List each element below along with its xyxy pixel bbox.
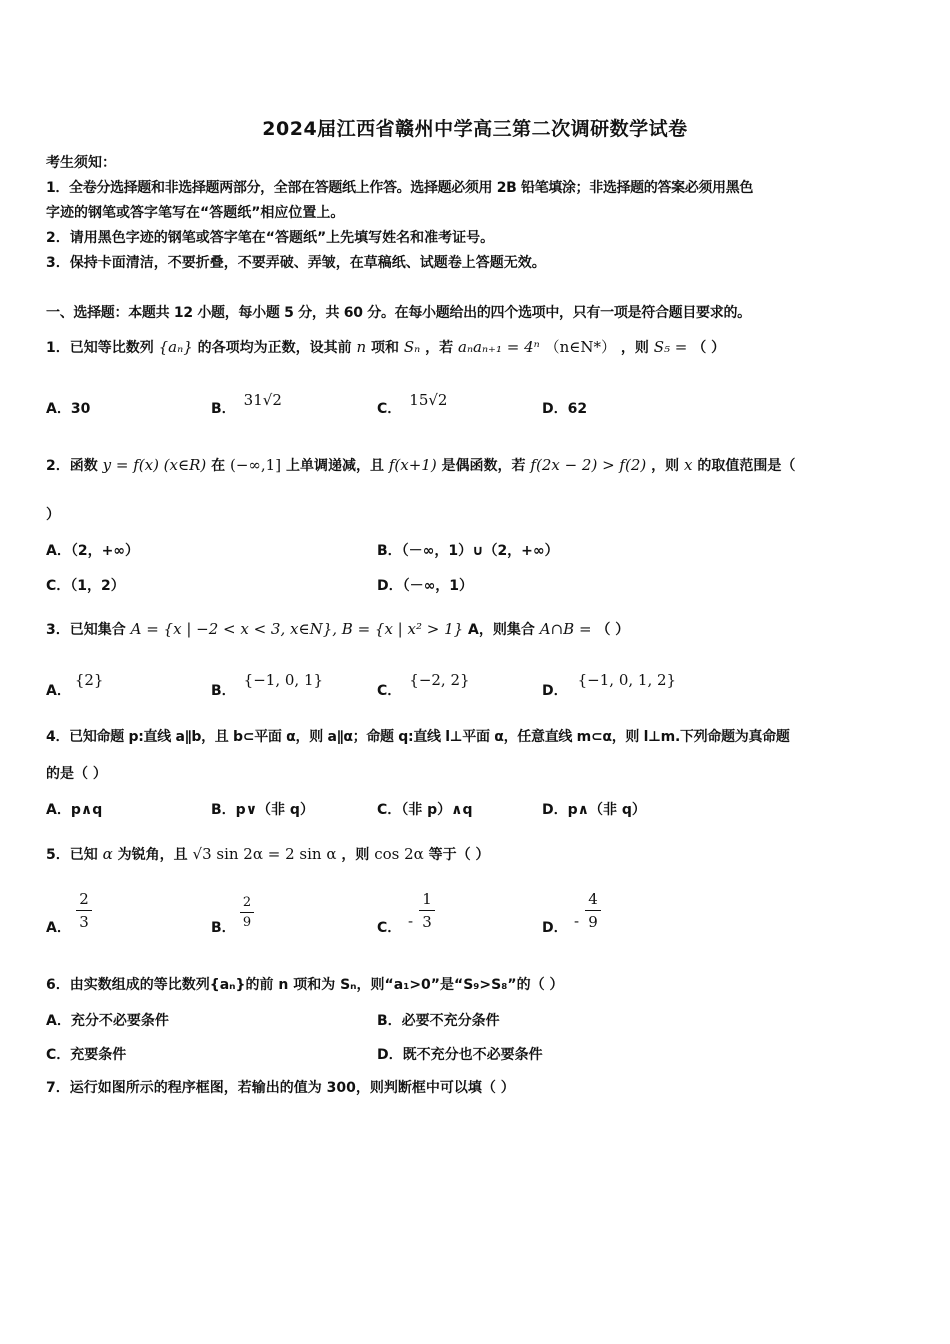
q1-blank: （ ） [692, 340, 726, 356]
question-4-line-1: 4．已知命题 p:直线 a∥b，且 b⊂平面 α，则 a∥α；命题 q:直线 l⊥平面 α，任意直线 m⊂α，则 l⊥m.下列命题为真命题 [46, 729, 790, 745]
q1-text: ，若 [425, 340, 454, 356]
q5-text: 5．已知 [46, 847, 98, 863]
q2-math-x: x [683, 456, 693, 474]
q5-option-c-sign: - [408, 912, 414, 930]
notice-line-3: 3．保持卡面清洁，不要折叠，不要弄破、弄皱，在草稿纸、试题卷上答题无效。 [46, 255, 546, 271]
q5-option-b[interactable]: B． [211, 920, 236, 936]
question-6: 6．由实数组成的等比数列{aₙ}的前 n 项和为 Sₙ，则“a₁>0”是“S₉>S₈”的（ ） [46, 977, 564, 993]
q2-text: ，则 [651, 458, 680, 474]
page-title: 2024届江西省赣州中学高三第二次调研数学试卷 [262, 118, 688, 140]
q1-option-b-value: 31√2 [243, 391, 282, 409]
q1-option-c-value: 15√2 [409, 391, 448, 409]
q2-text: 是偶函数，若 [441, 458, 526, 474]
q3-text: 3．已知集合 [46, 622, 126, 638]
option-label: B． [211, 683, 236, 699]
q6-option-d[interactable]: D．既不充分也不必要条件 [377, 1047, 543, 1063]
q2-math-shift: f(x+1) [388, 456, 437, 474]
q5-text: 为锐角，且 [117, 847, 188, 863]
notice-heading: 考生须知： [46, 155, 116, 171]
question-2 [46, 456, 795, 475]
q3-option-a-value: {2} [74, 671, 104, 689]
q3-option-d-value: {−1, 0, 1, 2} [577, 671, 677, 689]
option-label: C． [377, 683, 402, 699]
option-label: B． [211, 401, 236, 417]
q4-option-a[interactable]: A．p∧q [46, 802, 103, 818]
question-1 [46, 338, 725, 357]
denominator: 9 [588, 913, 598, 931]
notice-line-1: 1．全卷分选择题和非选择题两部分，全部在答题纸上作答。选择题必须用 2B 铅笔填涂；非选择题的答案必须用黑色 [46, 180, 753, 196]
denominator: 3 [422, 913, 432, 931]
denominator: 3 [79, 913, 89, 931]
question-5 [46, 845, 490, 864]
option-label: C． [377, 401, 402, 417]
q3-blank: （ ） [596, 622, 630, 638]
question-4-line-2: 的是（ ） [46, 766, 107, 782]
q3-option-a[interactable] [46, 671, 104, 700]
q2-text: 上单调递减，且 [285, 458, 384, 474]
q1-text: 1．已知等比数列 [46, 340, 154, 356]
numerator: 4 [588, 890, 598, 908]
q5-option-d-sign: - [574, 912, 580, 930]
q1-option-d[interactable]: D．62 [542, 401, 588, 417]
q2-option-b[interactable]: B．（－∞，1）∪（2，+∞） [377, 543, 559, 559]
q5-option-d[interactable]: D． [542, 920, 568, 936]
q1-math-condition: aₙaₙ₊₁ = 4ⁿ [458, 338, 540, 356]
q5-option-c-fraction [419, 890, 435, 931]
q1-math-domain: （n∈N*） [544, 338, 616, 356]
q2-math-inequality: f(2x − 2) > f(2) [530, 456, 647, 474]
numerator: 1 [422, 890, 432, 908]
q2-text: 的取值范围是（ [697, 458, 796, 474]
q2-math-interval: (−∞,1] [230, 456, 282, 474]
q1-math-n: n [356, 338, 367, 356]
q1-math-sn: Sₙ [403, 338, 421, 356]
numerator: 2 [79, 890, 89, 908]
q6-option-b[interactable]: B．必要不充分条件 [377, 1013, 500, 1029]
notice-line-2: 2．请用黑色字迹的钢笔或答字笔在“答题纸”上先填写姓名和准考证号。 [46, 230, 495, 246]
q3-option-c[interactable] [377, 671, 470, 700]
q1-text: 的各项均为正数，设其前 [197, 340, 352, 356]
q5-option-d-fraction [585, 890, 601, 931]
fraction-bar [240, 912, 254, 913]
fraction-bar [76, 910, 92, 911]
q5-math-alpha: α [102, 845, 113, 863]
q5-blank: 等于（ ） [428, 847, 490, 863]
q4-option-b[interactable]: B．p∨（非 q） [211, 802, 314, 818]
notice-line-1b: 字迹的钢笔或答字笔写在“答题纸”相应位置上。 [46, 205, 345, 221]
q5-option-a-fraction [76, 890, 92, 931]
q5-math-cos: cos 2α [374, 845, 424, 863]
q4-option-c[interactable]: C．（非 p）∧q [377, 802, 473, 818]
q3-option-c-value: {−2, 2} [409, 671, 470, 689]
q2-math-function: y = f(x) (x∈R) [102, 456, 207, 474]
question-7: 7．运行如图所示的程序框图，若输出的值为 300，则判断框中可以填（ ） [46, 1080, 515, 1096]
q1-math-sequence: {aₙ} [158, 338, 193, 356]
section-heading: 一、选择题：本题共 12 小题，每小题 5 分，共 60 分。在每小题给出的四个选项中，只有一项是符合题目要求的。 [46, 305, 751, 321]
q1-option-a[interactable]: A．30 [46, 401, 91, 417]
fraction-bar [585, 910, 601, 911]
q2-option-c[interactable]: C．（1，2） [46, 578, 125, 594]
denominator: 9 [242, 915, 252, 930]
q1-math-s5: S₅ = [653, 338, 688, 356]
q3-math-sets: A = {x | −2 < x < 3, x∈N}, B = {x | x² > 1} [130, 620, 464, 638]
q5-math-equation: √3 sin 2α = 2 sin α [192, 845, 337, 863]
q2-text: 在 [211, 458, 226, 474]
q4-option-d[interactable]: D．p∧（非 q） [542, 802, 646, 818]
q6-option-c[interactable]: C．充要条件 [46, 1047, 127, 1063]
q5-option-b-fraction [240, 895, 254, 930]
q1-option-b[interactable] [211, 391, 282, 418]
q5-option-a[interactable]: A． [46, 920, 71, 936]
fraction-bar [419, 910, 435, 911]
q2-close-paren: ） [46, 507, 60, 523]
q5-option-c[interactable]: C． [377, 920, 402, 936]
q3-math-intersection: A∩B = [539, 620, 592, 638]
q2-option-a[interactable]: A．（2，+∞） [46, 543, 139, 559]
q1-text: ，则 [620, 340, 649, 356]
q1-option-c[interactable] [377, 391, 448, 418]
option-label: A． [46, 683, 71, 699]
q3-option-d[interactable] [542, 671, 677, 700]
q5-text: ，则 [341, 847, 370, 863]
option-label: D． [542, 683, 568, 699]
numerator: 2 [242, 895, 252, 910]
q1-text: 项和 [371, 340, 400, 356]
q2-option-d[interactable]: D．（－∞，1） [377, 578, 474, 594]
q6-option-a[interactable]: A．充分不必要条件 [46, 1013, 169, 1029]
q3-text: A，则集合 [468, 622, 535, 638]
q3-option-b-value: {−1, 0, 1} [243, 671, 324, 689]
q2-text: 2．函数 [46, 458, 98, 474]
q3-option-b[interactable] [211, 671, 324, 700]
question-3 [46, 620, 629, 639]
